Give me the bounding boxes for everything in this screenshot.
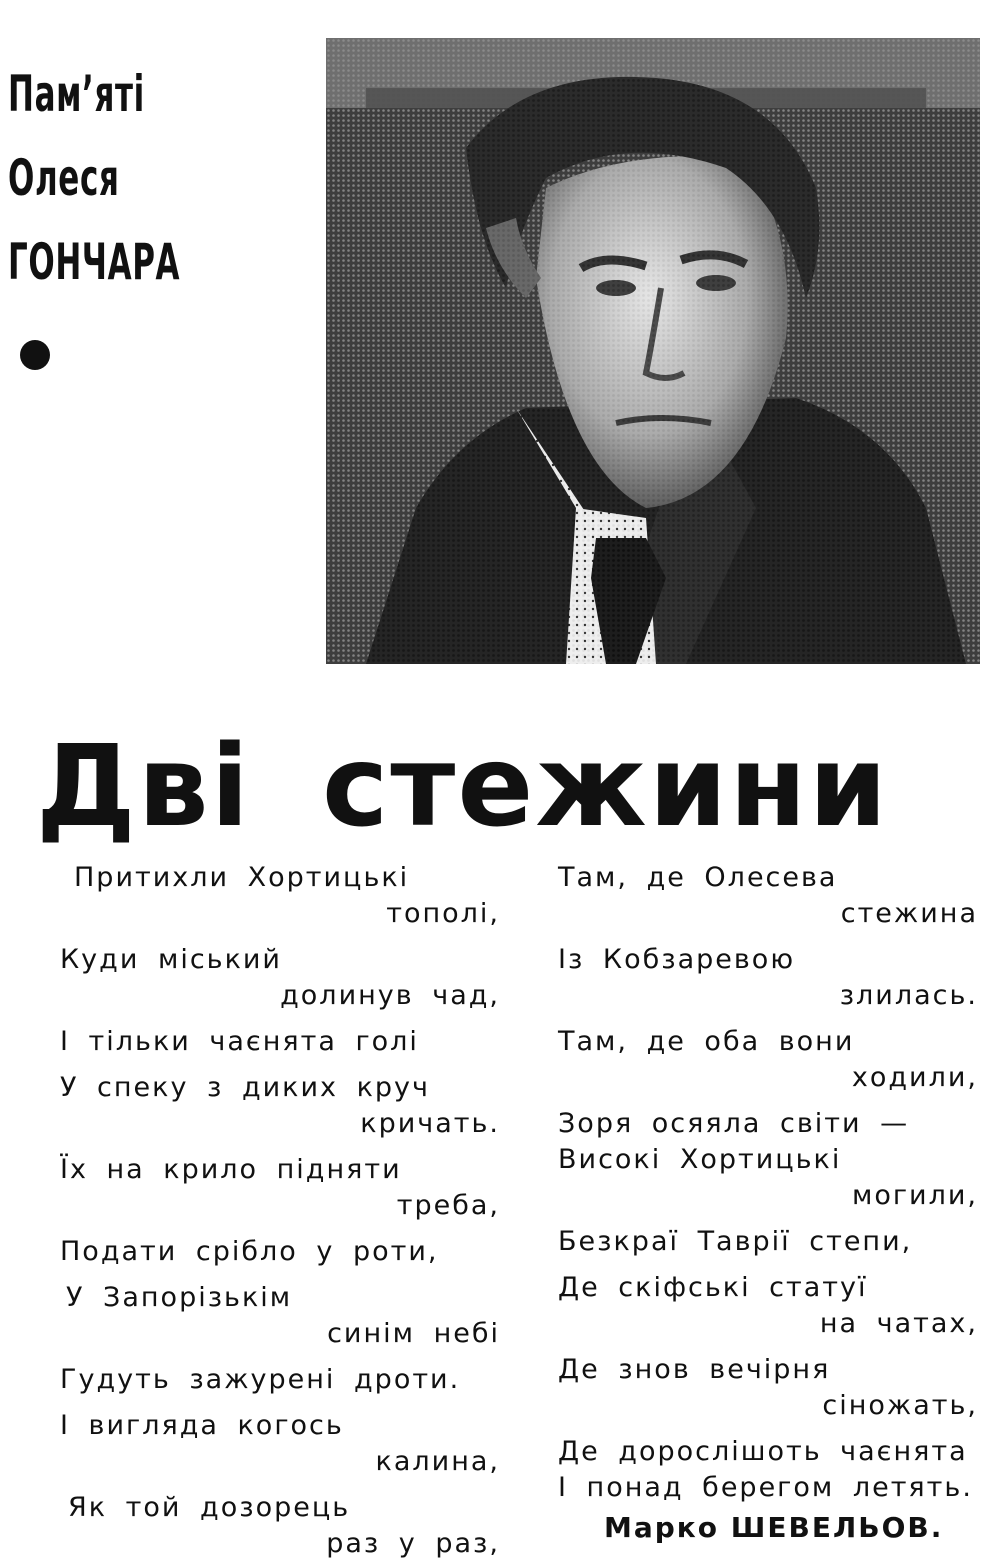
poem-line: тополі, [386, 898, 500, 929]
poem-line: І тільки чаєнята голі [60, 1026, 419, 1057]
poem-line: Зоря осяяла світи — [558, 1108, 910, 1139]
poem-line: І понад берегом летять. [558, 1472, 973, 1503]
author-portrait-photo [326, 38, 980, 664]
poem-line: Із Кобзаревою [558, 944, 796, 975]
poem-line: могили, [851, 1180, 978, 1211]
dedication [8, 52, 308, 304]
poem-column-right [558, 860, 978, 1506]
poem-line: ходили, [851, 1062, 978, 1093]
poem-line: треба, [396, 1190, 500, 1221]
poem-line: Там, де оба вони [558, 1026, 855, 1057]
poem-line: Як той дозорець [68, 1492, 351, 1523]
poem-line: У спеку з диких круч [60, 1072, 430, 1103]
poem-line: стежина [840, 898, 978, 929]
poem-line: сіножать, [822, 1390, 978, 1421]
poem-line: Безкраї Таврії степи, [558, 1226, 913, 1257]
poem-line: Гудуть зажурені дроти. [60, 1364, 461, 1395]
dedication-line-surname: ГОНЧАРА [8, 233, 181, 291]
dedication-line-memory: Пам’яті [8, 65, 145, 123]
poem-line: У Запорізькім [66, 1282, 293, 1313]
poem-column-left [60, 860, 500, 1562]
poem-line: злилась. [839, 980, 978, 1011]
poem-line: синім небі [327, 1318, 500, 1349]
poem-line: раз у раз, [326, 1528, 500, 1559]
poem-author: Марко ШЕВЕЛЬОВ. [604, 1511, 944, 1544]
poem-line: Там, де Олесева [558, 862, 838, 893]
poem-line: І вигляда когось [60, 1410, 344, 1441]
poem-line: Високі Хортицькі [558, 1144, 842, 1175]
dedication-line-first-name: Олеся [8, 149, 120, 207]
poem-line: Подати срібло у роти, [60, 1236, 439, 1267]
poem-line: Куди міський [60, 944, 282, 975]
poem-line: Де знов вечірня [558, 1354, 831, 1385]
bullet-dot [20, 340, 50, 370]
poem-title: Дві стежини [36, 722, 890, 852]
poem-line: Де скіфські статуї [558, 1272, 868, 1303]
poem-line: Де дорослішоть чаєнята [558, 1436, 968, 1467]
poem-line: на чатах, [819, 1308, 978, 1339]
poem-line: долинув чад, [280, 980, 500, 1011]
poem-line: калина, [375, 1446, 500, 1477]
poem-line: Їх на крило підняти [60, 1154, 402, 1185]
poem-line: Притихли Хортицькі [74, 862, 410, 893]
poem-line: кричать. [360, 1108, 500, 1139]
